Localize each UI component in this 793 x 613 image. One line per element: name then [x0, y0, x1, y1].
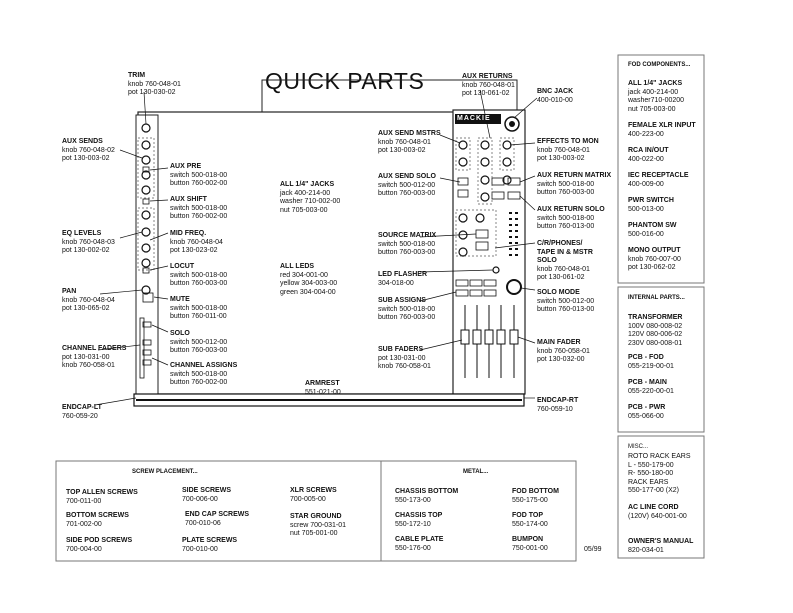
metal-header: METAL... — [463, 469, 489, 475]
label-aux-pre: AUX PRE switch 500-018-00 button 760-002-00 — [170, 163, 228, 187]
screw-item: BOTTOM SCREWS 701-002-00 — [66, 512, 129, 528]
label-sub-assigns: SUB ASSIGNS switch 500-018-00 button 760-003-00 — [378, 297, 436, 321]
label-endcap-lt: ENDCAP-LT 760-059-20 — [62, 404, 102, 420]
fod-item: RCA IN/OUT 400-022-00 — [628, 147, 669, 163]
label-locut: LOCUT switch 500-018-00 button 760-003-00 — [170, 263, 228, 287]
label-aux-return-matrix: AUX RETURN MATRIX switch 500-018-00 button 760-003-00 — [537, 172, 612, 196]
label-aux-returns: AUX RETURNS knob 760-048-01 pot 130-061-02 — [462, 73, 515, 97]
label-mid-freq: MID FREQ. knob 760-048-04 pot 130-023-02 — [170, 230, 223, 254]
label-effects-to-mon: EFFECTS TO MON knob 760-048-01 pot 130-003-02 — [537, 138, 599, 162]
metal-item: CABLE PLATE 550-176-00 — [395, 536, 444, 552]
label-aux-send-solo: AUX SEND SOLO switch 500-012-00 button 760-003-00 — [378, 173, 436, 197]
internal-item: PCB - FOD 055-219-00-01 — [628, 354, 674, 370]
fod-item: MONO OUTPUT knob 760-007-00 pot 130-062-02 — [628, 247, 681, 271]
internal-item: PCB - MAIN 055-220-00-01 — [628, 379, 674, 395]
label-channel-faders: CHANNEL FADERS pot 130-031-00 knob 760-058-01 — [62, 345, 127, 369]
screw-item: END CAP SCREWS 700-010-06 — [185, 511, 250, 527]
label-eq-levels: EQ LEVELS knob 760-048-03 pot 130-002-02 — [62, 230, 115, 254]
label-armrest: ARMREST 551-021-00 — [305, 380, 341, 396]
internal-item: PCB - PWR 055-066-00 — [628, 404, 666, 420]
revision-date: 05/99 — [584, 546, 602, 553]
label-bnc-jack: BNC JACK 400-010-00 — [537, 88, 574, 104]
misc-item: ROTO RACK EARS L - 550-179-00 R- 550-180-00 RACK EARS 550-177-00 (X2) — [628, 453, 691, 494]
label-aux-send-mstrs: AUX SEND MSTRS knob 760-048-01 pot 130-003-02 — [378, 130, 441, 154]
fod-item: PHANTOM SW 500-016-00 — [628, 222, 677, 238]
screw-item: PLATE SCREWS 700-010-00 — [182, 537, 238, 553]
metal-item: CHASSIS BOTTOM 550-173-00 — [395, 488, 459, 504]
misc-item: AC LINE CORD (120V) 640-001-00 — [628, 504, 687, 520]
label-all-leds: ALL LEDS red 304-001-00 yellow 304-003-00 green 304-004-00 — [280, 263, 338, 296]
misc-item: OWNER'S MANUAL 820-034-01 — [628, 538, 694, 554]
label-main-fader: MAIN FADER knob 760-058-01 pot 130-032-00 — [537, 339, 590, 363]
label-all-jacks: ALL 1/4" JACKS jack 400-214-00 washer 710-002-00 nut 705-003-00 — [280, 181, 341, 214]
screw-item: STAR GROUND screw 700-031-01 nut 705-001-00 — [290, 513, 347, 537]
label-solo-mode: SOLO MODE switch 500-012-00 button 760-013-00 — [537, 289, 595, 313]
label-aux-return-solo: AUX RETURN SOLO switch 500-018-00 button 760-013-00 — [537, 206, 605, 230]
label-sub-faders: SUB FADERS pot 130-031-00 knob 760-058-01 — [378, 346, 431, 370]
label-mute: MUTE switch 500-018-00 button 760-011-00 — [170, 296, 228, 320]
label-solo: SOLO switch 500-012-00 button 760-003-00 — [170, 330, 228, 354]
screw-item: SIDE SCREWS 700-006-00 — [182, 487, 232, 503]
label-aux-sends: AUX SENDS knob 760-048-02 pot 130-003-02 — [62, 138, 115, 162]
label-endcap-rt: ENDCAP-RT 760-059-10 — [537, 397, 579, 413]
internal-item: TRANSFORMER 100V 080-008-02 120V 080-006-02 230V 080-008-01 — [628, 314, 683, 347]
fod-item: PWR SWITCH 500-013-00 — [628, 197, 674, 213]
metal-item: FOD BOTTOM 550-175-00 — [512, 488, 559, 504]
label-crphones: C/R/PHONES/ TAPE IN & MSTR SOLO knob 760-048-01 pot 130-061-02 — [537, 240, 593, 281]
label-trim: TRIM knob 760-048-01 pot 130-030-02 — [128, 72, 181, 96]
label-source-matrix: SOURCE MATRIX switch 500-018-00 button 760-003-00 — [378, 232, 437, 256]
label-aux-shift: AUX SHIFT switch 500-018-00 button 760-002-00 — [170, 196, 228, 220]
mackie-logo: MACKIE — [457, 115, 491, 122]
metal-item: CHASSIS TOP 550-172-10 — [395, 512, 443, 528]
screw-item: XLR SCREWS 700-005-00 — [290, 487, 337, 503]
fod-item: ALL 1/4" JACKS jack 400-214-00 washer710-00200 nut 705-003-00 — [628, 80, 685, 113]
internal-header: INTERNAL PARTS... — [628, 295, 685, 301]
label-channel-assigns: CHANNEL ASSIGNS switch 500-018-00 button 760-002-00 — [170, 362, 238, 386]
metal-item: BUMPON 750-001-00 — [512, 536, 548, 552]
metal-item: FOD TOP 550-174-00 — [512, 512, 548, 528]
fod-item: FEMALE XLR INPUT 400-223-00 — [628, 122, 696, 138]
fod-header: FOD COMPONENTS... — [628, 62, 691, 68]
screw-item: TOP ALLEN SCREWS 700-011-00 — [66, 489, 138, 505]
label-pan: PAN knob 760-048-04 pot 130-065-02 — [62, 288, 115, 312]
screw-item: SIDE POD SCREWS 700-004-00 — [66, 537, 133, 553]
label-led-flasher: LED FLASHER 304-018-00 — [378, 271, 427, 287]
page-title: QUICK PARTS — [265, 68, 425, 94]
screw-header: SCREW PLACEMENT... — [132, 469, 198, 475]
fod-item: IEC RECEPTACLE 400-009-00 — [628, 172, 689, 188]
misc-header: MISC... — [628, 444, 649, 450]
